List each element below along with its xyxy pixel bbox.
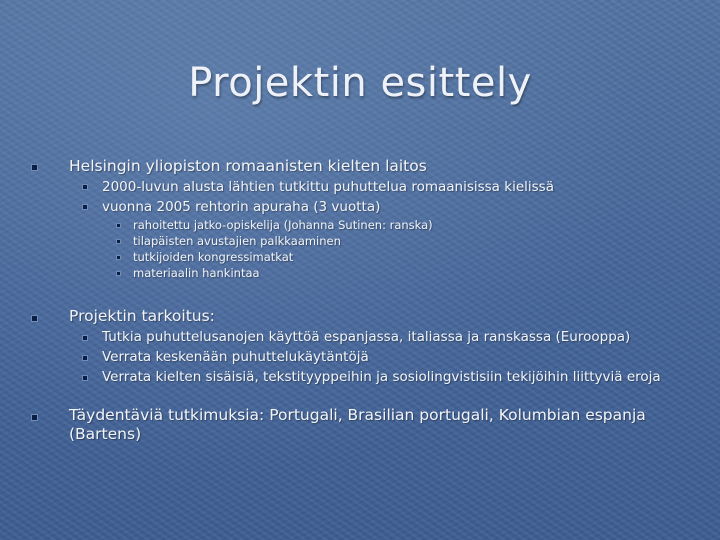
section-1-subitem-2: tilapäisten avustajien palkkaaminen	[133, 234, 341, 248]
bullet-icon	[116, 239, 121, 244]
bullet-icon	[82, 355, 88, 361]
bullet-icon	[31, 414, 38, 421]
bullet-icon	[116, 271, 121, 276]
bullet-icon	[31, 164, 38, 171]
bullet-icon	[82, 184, 88, 190]
bullet-icon	[31, 315, 38, 322]
bullet-icon	[82, 375, 88, 381]
section-2-item-3: Verrata kielten sisäisiä, tekstityyppeihin ja sosiolingvistisiin tekijöihin liittyviä eroja	[102, 369, 661, 385]
section-2-item-2: Verrata keskenään puhuttelukäytäntöjä	[102, 349, 369, 365]
bullet-icon	[116, 223, 121, 228]
section-1-item-2: vuonna 2005 rehtorin apuraha (3 vuotta)	[102, 199, 381, 215]
bullet-icon	[82, 335, 88, 341]
section-1-subitem-4: materiaalin hankintaa	[133, 266, 260, 280]
section-2-heading: Projektin tarkoitus:	[69, 307, 215, 325]
section-1-subitem-3: tutkijoiden kongressimatkat	[133, 250, 294, 264]
slide-title: Projektin esittely	[188, 60, 532, 106]
section-1-heading: Helsingin yliopiston romaanisten kielten laitos	[69, 157, 427, 175]
section-3-line-2: (Bartens)	[69, 425, 142, 443]
section-1-subitem-1: rahoitettu jatko-opiskelija (Johanna Sutinen: ranska)	[133, 218, 433, 232]
section-1-item-1: 2000-luvun alusta lähtien tutkittu puhuttelua romaanisissa kielissä	[102, 179, 554, 195]
section-3-line-1: Täydentäviä tutkimuksia: Portugali, Brasilian portugali, Kolumbian espanja	[69, 406, 646, 424]
section-2-item-1: Tutkia puhuttelusanojen käyttöä espanjassa, italiassa ja ranskassa (Eurooppa)	[102, 329, 631, 345]
bullet-icon	[82, 204, 88, 210]
bullet-icon	[116, 255, 121, 260]
